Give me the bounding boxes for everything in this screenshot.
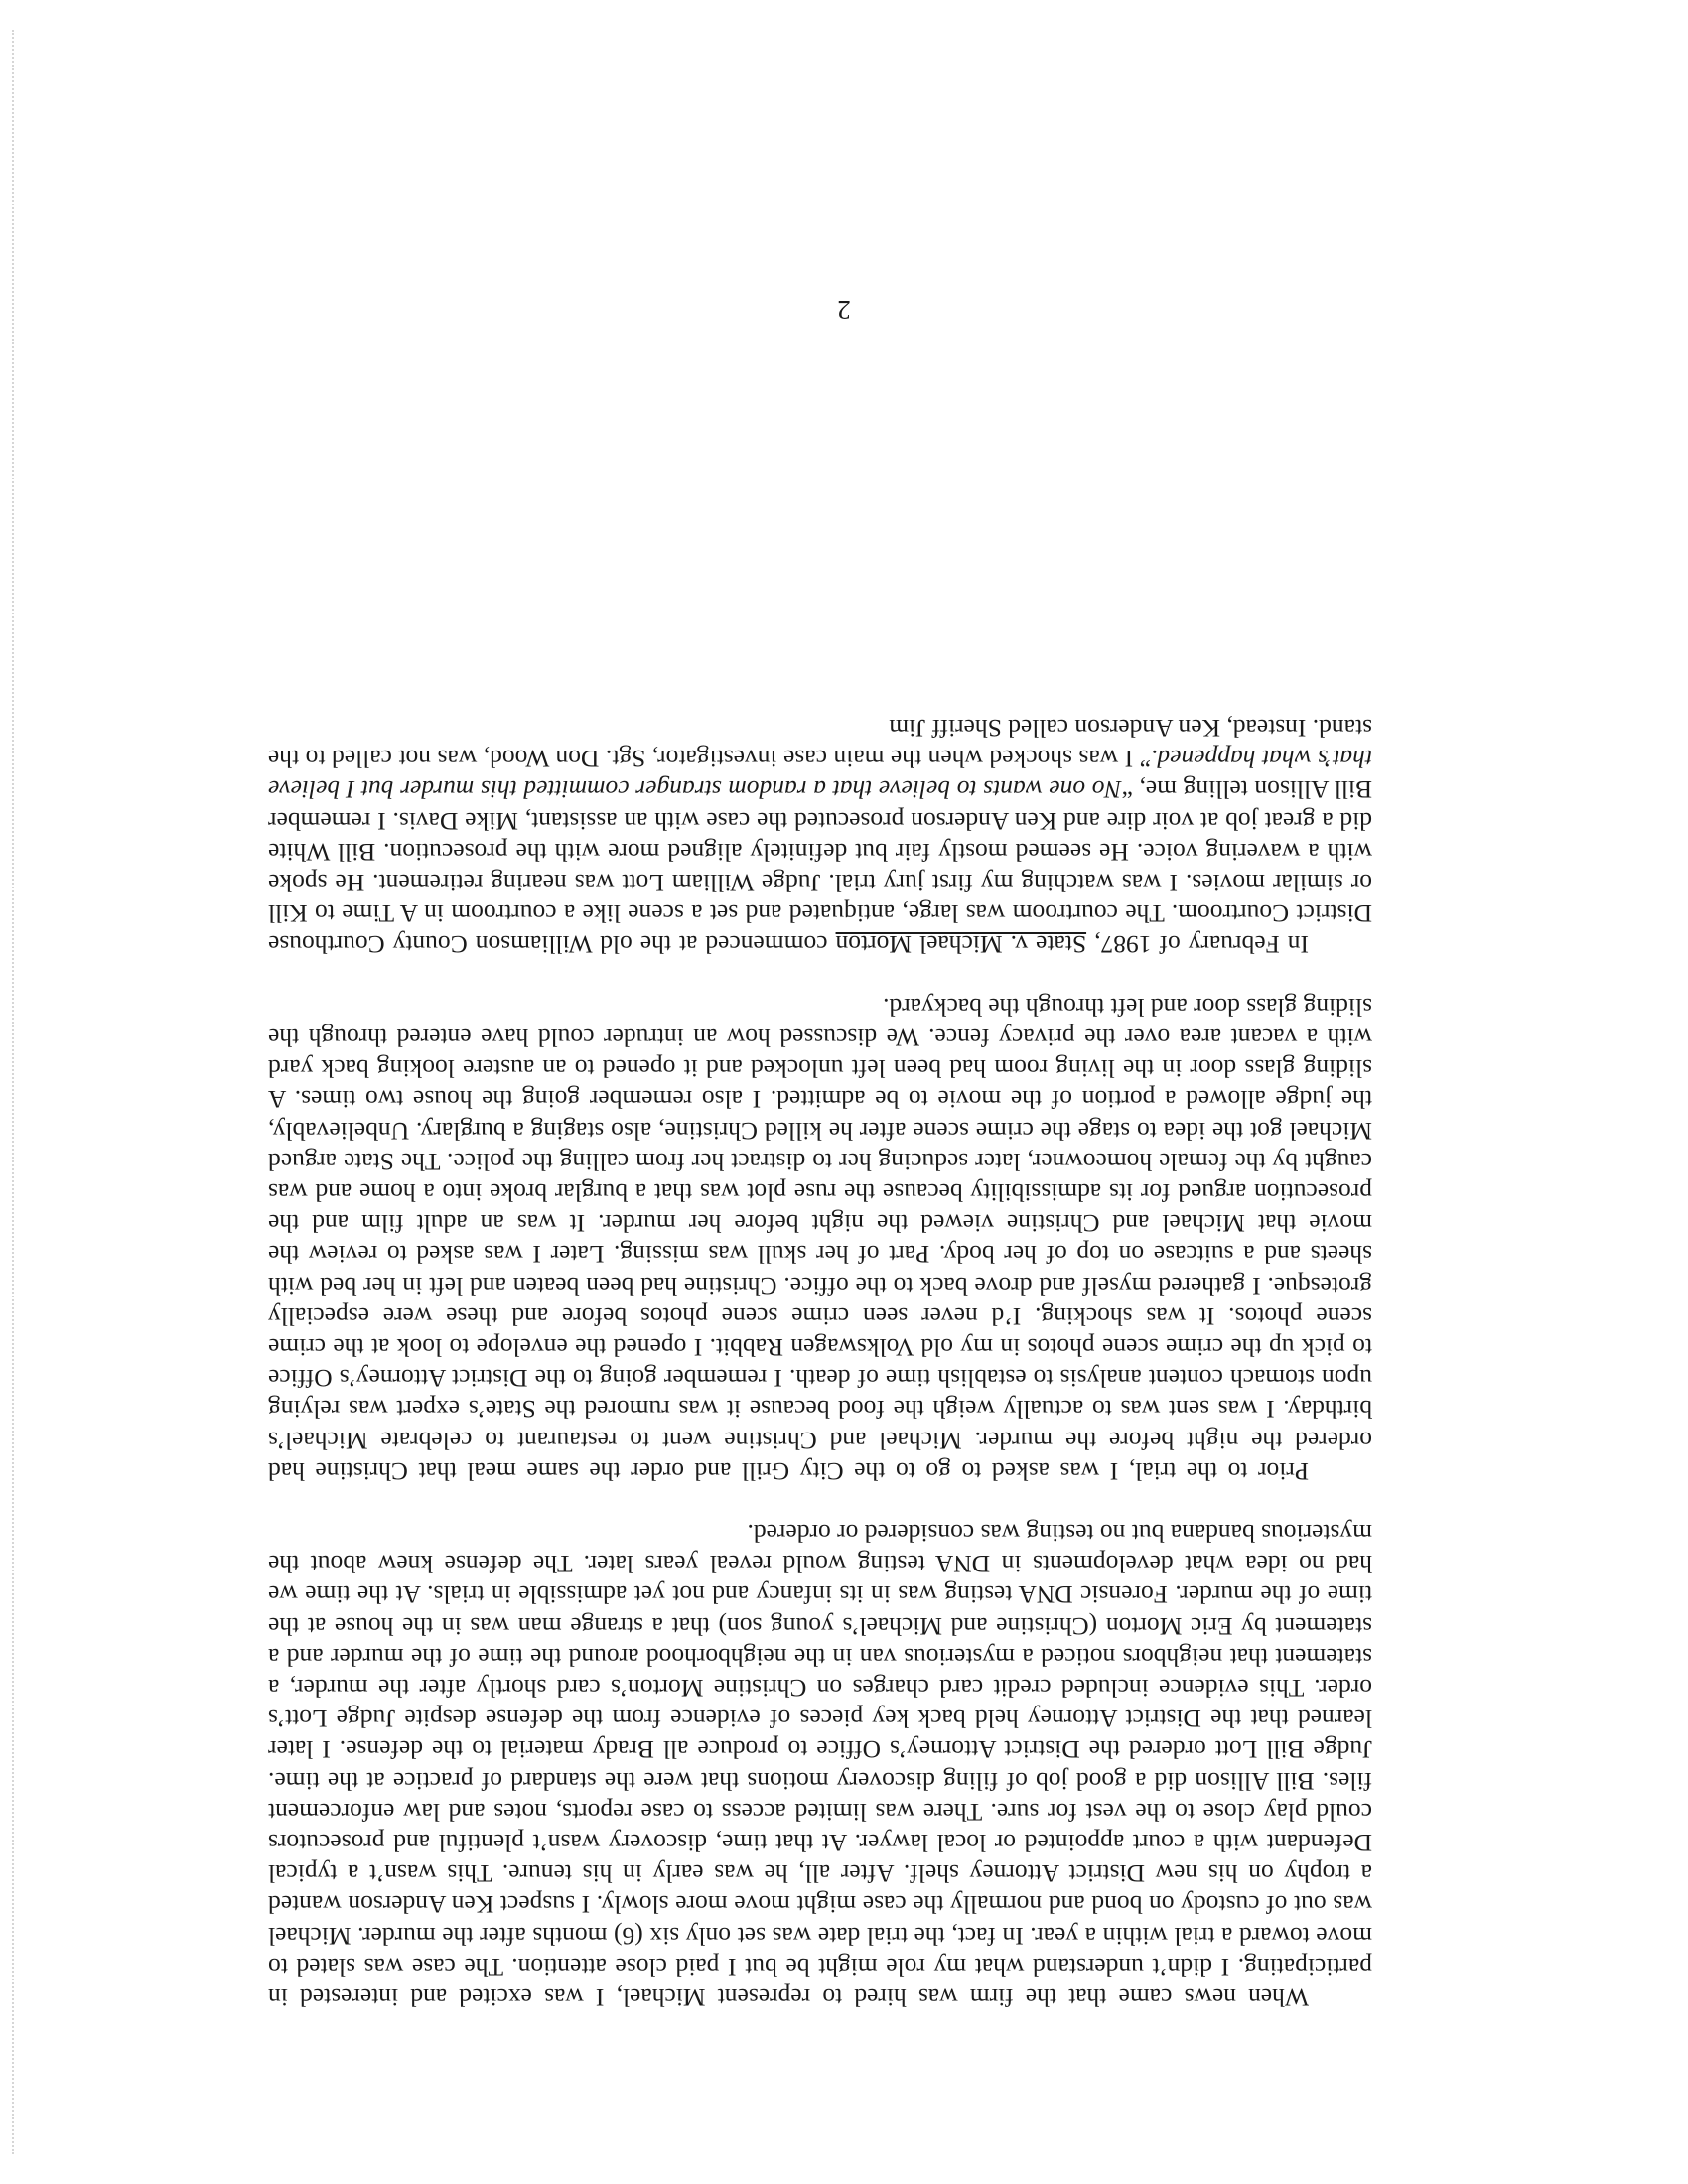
- paragraph-body-text: commenced at the old Williamson County Courthouse District Courtroom. The courtroom was large, antiquated and set a scene like a courtroom in A Time to Kill or similar movies. I was watching my first jury trial. Judge William Lott was nearing retirement. He spoke with a wavering voice. He seemed mostly fair but definitely aligned more with the prosecution. Bill White did a great job at voir dire and Ken Anderson prosecuted the case with an assistant, Mike Davis. I remember Bill Allison telling me, “: [268, 775, 1372, 960]
- paragraph-intro-text: In February of 1987,: [1086, 930, 1309, 960]
- paragraph-defense-preparation: When news came that the firm was hired to represent Michael, I was excited and interested in participating. I didn’t understand what my role might be but I paid close attention. The case was slated to move toward a trial within a year. In fact, the trial date was set only six (6) months after the murder. Michael was out of custody on bond and normally the case might move more slowly. I suspect Ken Anderson wanted a trophy on his new District Attorney shelf. After all, he was early in his tenure. This wasn’t a typical Defendant with a court appointed or local lawyer. At that time, discovery wasn’t plentiful and prosecutors could play close to the vest for sure. There was limited access to case reports, notes and law enforcement files. Bill Allison did a good job of filing discovery motions that were the standard of practice at the time. Judge Bill Lott ordered the District Attorney’s Office to produce all Brady material to the defense. I later learned that the District Attorney held back key pieces of evidence from the defense despite Judge Lott’s order. This evidence included credit card charges on Christine Morton’s card shortly after the murder, a statement that neighbors noticed a mysterious van in the neighborhood around the time of the murder and a statement by Eric Morton (Christine and Michael’s young son) that a strange man was in the house at the time of the murder. Forensic DNA testing was in its infancy and not yet admissible in trials. At the time we had no idea what developments in DNA testing would reveal years later. The defense knew about the mysterious bandana but no testing was considered or ordered.: [268, 1518, 1372, 2012]
- italic-quote: No one wants to believe that a random stranger committed this murder but I believe that’s what happened.: [268, 745, 1372, 805]
- case-name: State v. Michael Morton: [835, 930, 1087, 960]
- paragraph-trial-commencement: [268, 713, 1372, 961]
- paragraph-closing-text: ” I was shocked when the main case investigator, Sgt. Don Wood, was not called to the stand. Instead, Ken Anderson called Sheriff Jim: [267, 714, 1372, 774]
- paragraph-pretrial-investigation: Prior to the trial, I was asked to go to the City Grill and order the same meal that Christine had ordered the night before the murder. Michael and Christine went to restaurant to celebrate Michael’s birthday. I was sent was to actually weigh the food because it was rumored the State’s expert was relying upon stomach content analysis to establish time of death. I remember going to the District Attorney’s Office to pick up the crime scene photos in my old Volkswagen Rabbit. I opened the envelope to look at the crime scene photos. It was shocking. I’d never seen crime scene photos before and these were especially grotesque. I gathered myself and drove back to the office. Christine had been beaten and left in her bed with sheets and a suitcase on top of her body. Part of her skull was missing. Later I was asked to review the movie that Michael and Christine viewed the night before her murder. It was an adult film and the prosecution argued for its admissibility because the ruse plot was that a burglar broke into a home and was caught by the female homeowner, later seducing her to distract her from calling the police. The State argued Michael got the idea to stage the crime scene after he killed Christine, also staging a burglary. Unbelievably, the judge allowed a portion of the movie to be admitted. I also remember going the house two times. A sliding glass door in the living room had been left unlocked and it opened to an austere looking back yard with a vacant area over the privacy fence. We discussed how an intruder could have entered through the sliding glass door and left through the backyard.: [268, 992, 1372, 1486]
- document-body: [268, 713, 1372, 2013]
- page-number: 2: [837, 295, 851, 325]
